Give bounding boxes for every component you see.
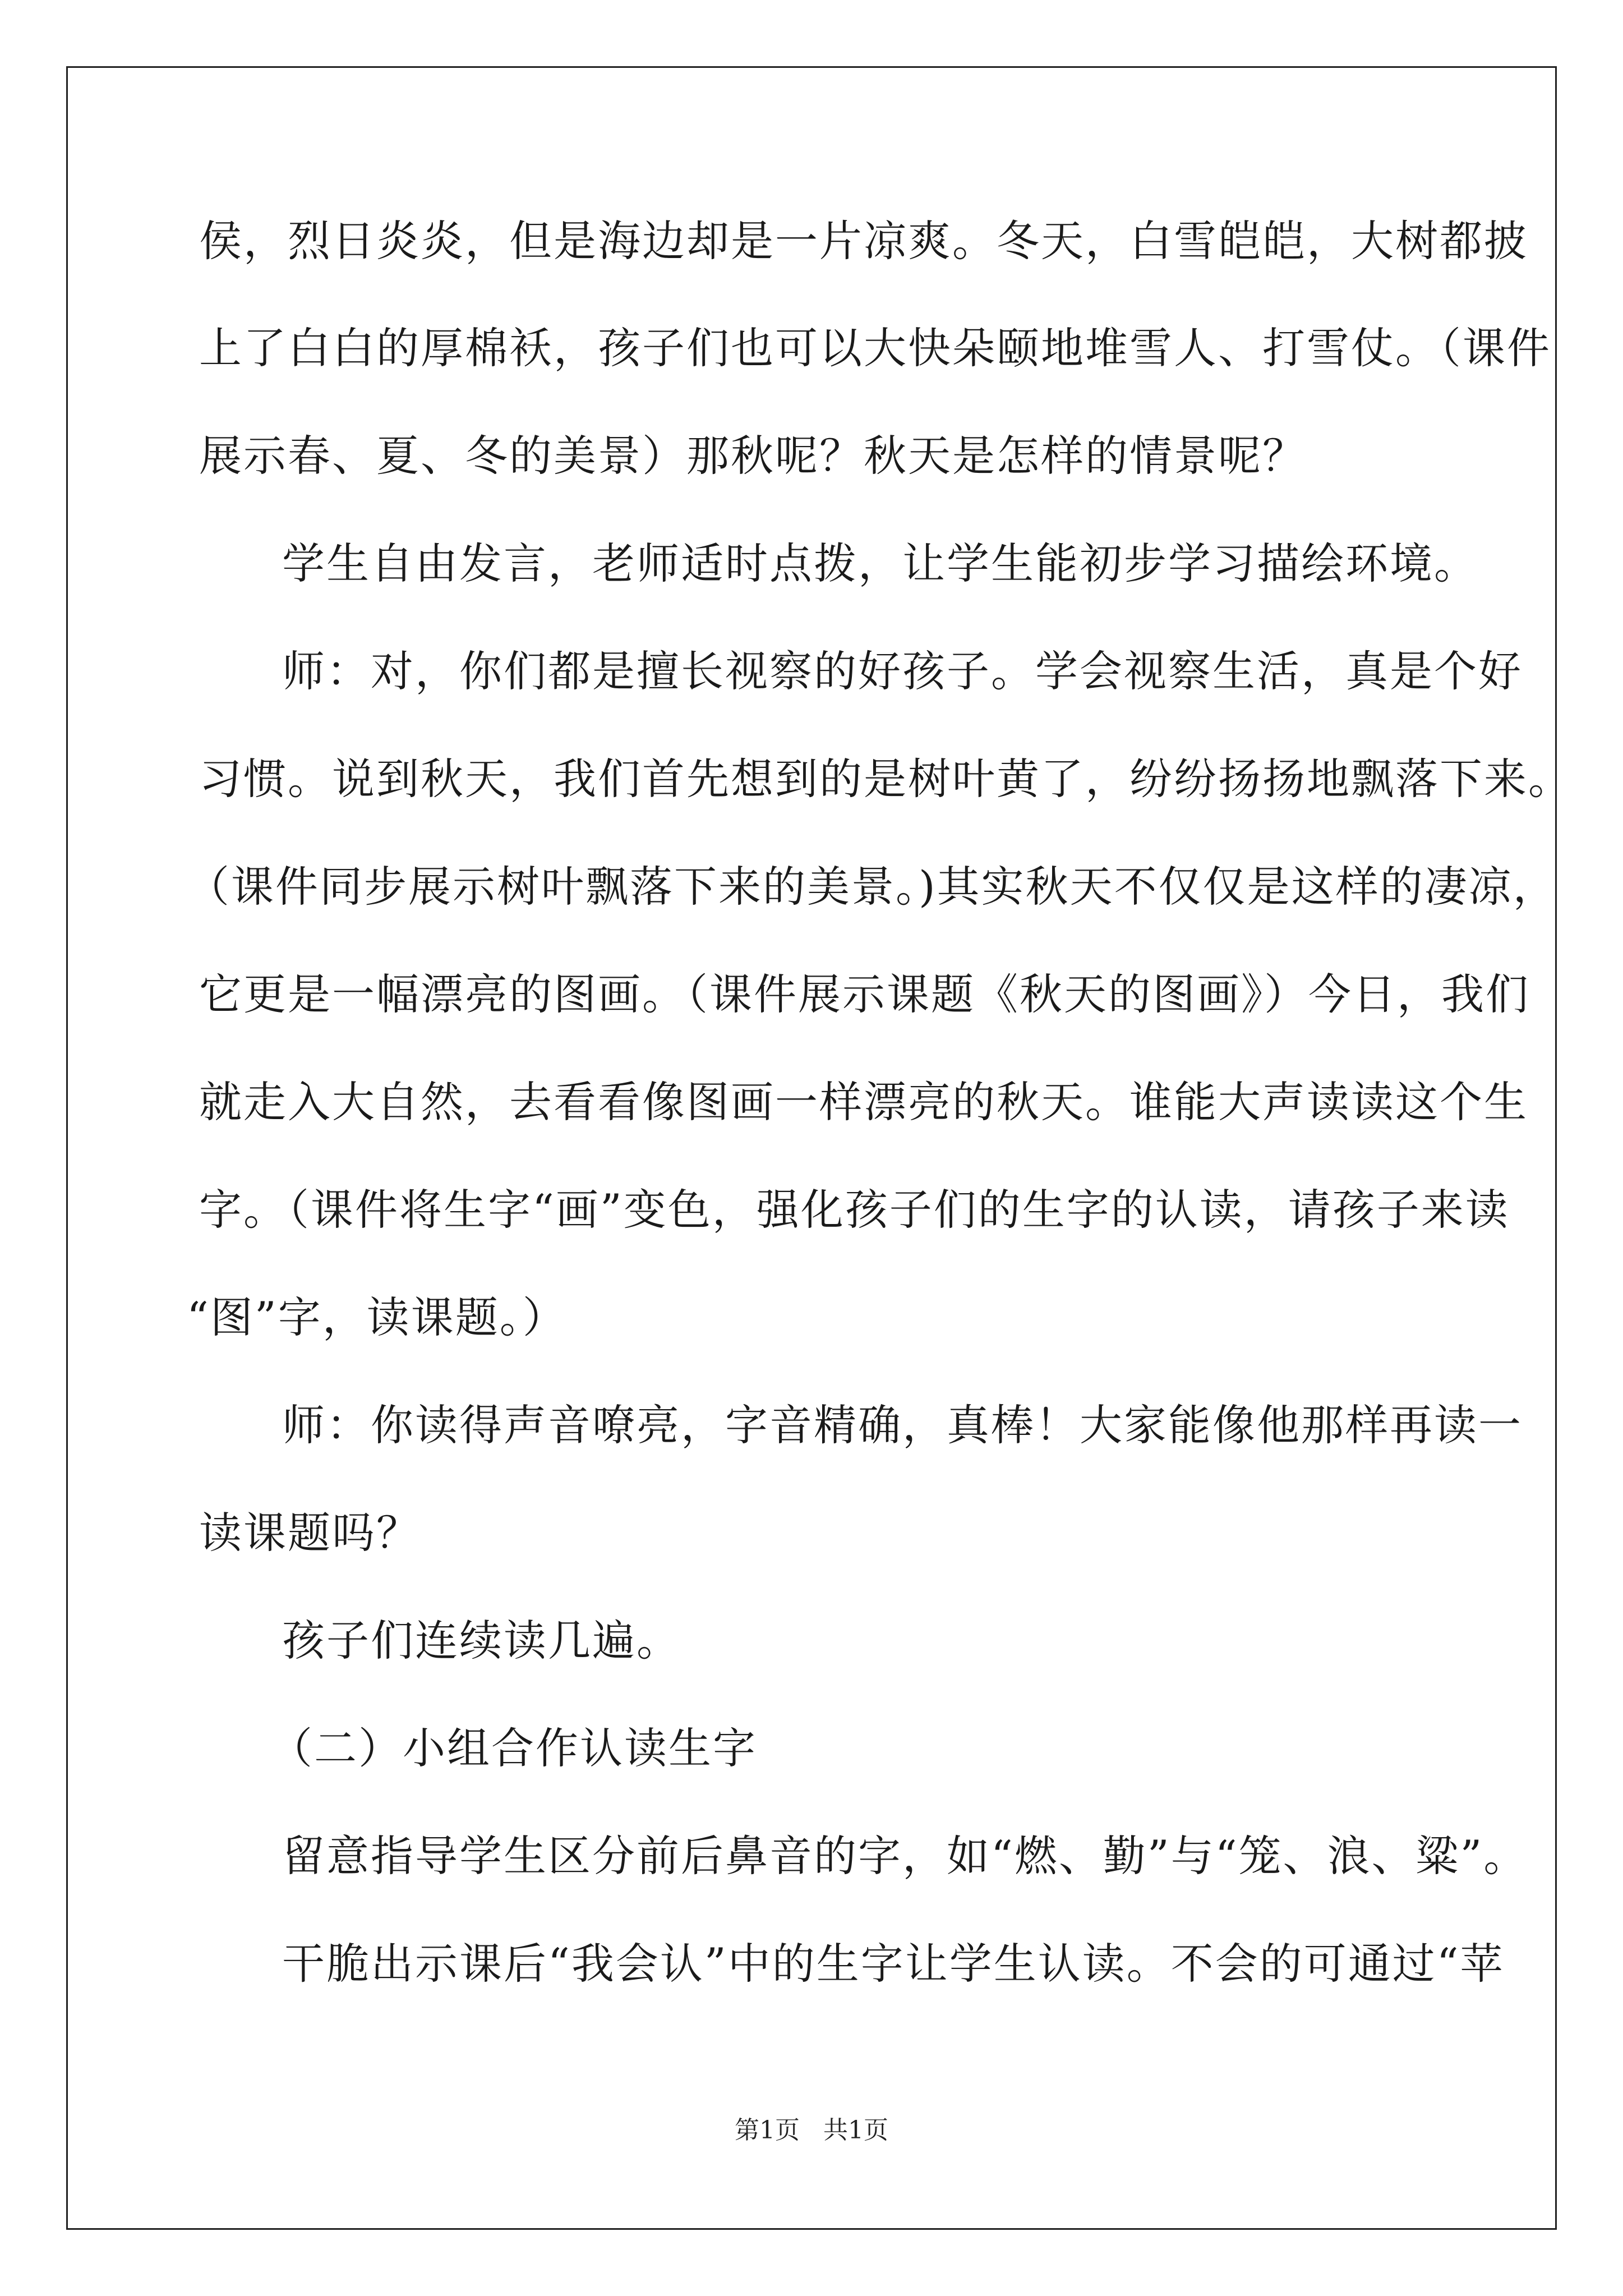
text-line: 习惯。说到秋天，我们首先想到的是树叶黄了，纷纷扬扬地飘落下来。 (199, 754, 1573, 804)
text-line: 读课题吗？ (199, 1508, 421, 1558)
text-line: 师：你读得声音嘹亮，字音精确，真棒！大家能像他那样再读一 (282, 1400, 1523, 1450)
page-border (66, 66, 1557, 2230)
text-line: （课件同步展示树叶飘落下来的美景。)其实秋天不仅仅是这样的凄凉， (187, 862, 1557, 912)
text-line: 上了白白的厚棉袄，孩子们也可以大快朵颐地堆雪人、打雪仗。（课件 (199, 323, 1551, 373)
text-line: 师：对，你们都是擅长视察的好孩子。学会视察生活，真是个好 (282, 646, 1523, 696)
text-line: 它更是一幅漂亮的图画。（课件展示课题《秋天的图画》）今日，我们 (199, 969, 1530, 1019)
page-footer (0, 2114, 1623, 2147)
section-heading: （二）小组合作认读生字 (270, 1723, 757, 1773)
text-line: 展示春、夏、冬的美景）那秋呢？秋天是怎样的情景呢？ (199, 431, 1307, 481)
text-line: 就走入大自然，去看看像图画一样漂亮的秋天。谁能大声读读这个生 (199, 1077, 1528, 1127)
text-line: 干脆出示课后“我会认”中的生字让学生认读。不会的可通过“苹 (282, 1939, 1505, 1989)
text-line: 留意指导学生区分前后鼻音的字，如“燃、勤”与“笼、浪、粱”。 (282, 1831, 1528, 1881)
page-total: 共1页 (823, 2116, 888, 2145)
text-line: “图”字，读课题。） (187, 1292, 567, 1342)
text-line: 侯，烈日炎炎，但是海边却是一片凉爽。冬天，白雪皑皑，大树都披 (199, 216, 1528, 266)
text-line: 学生自由发言，老师适时点拨，让学生能初步学习描绘环境。 (282, 539, 1478, 588)
text-line: 孩子们连续读几遍。 (282, 1616, 681, 1665)
page-number: 第1页 (735, 2116, 800, 2145)
text-line: 字。（课件将生字“画”变色，强化孩子们的生字的认读，请孩子来读 (199, 1185, 1510, 1235)
